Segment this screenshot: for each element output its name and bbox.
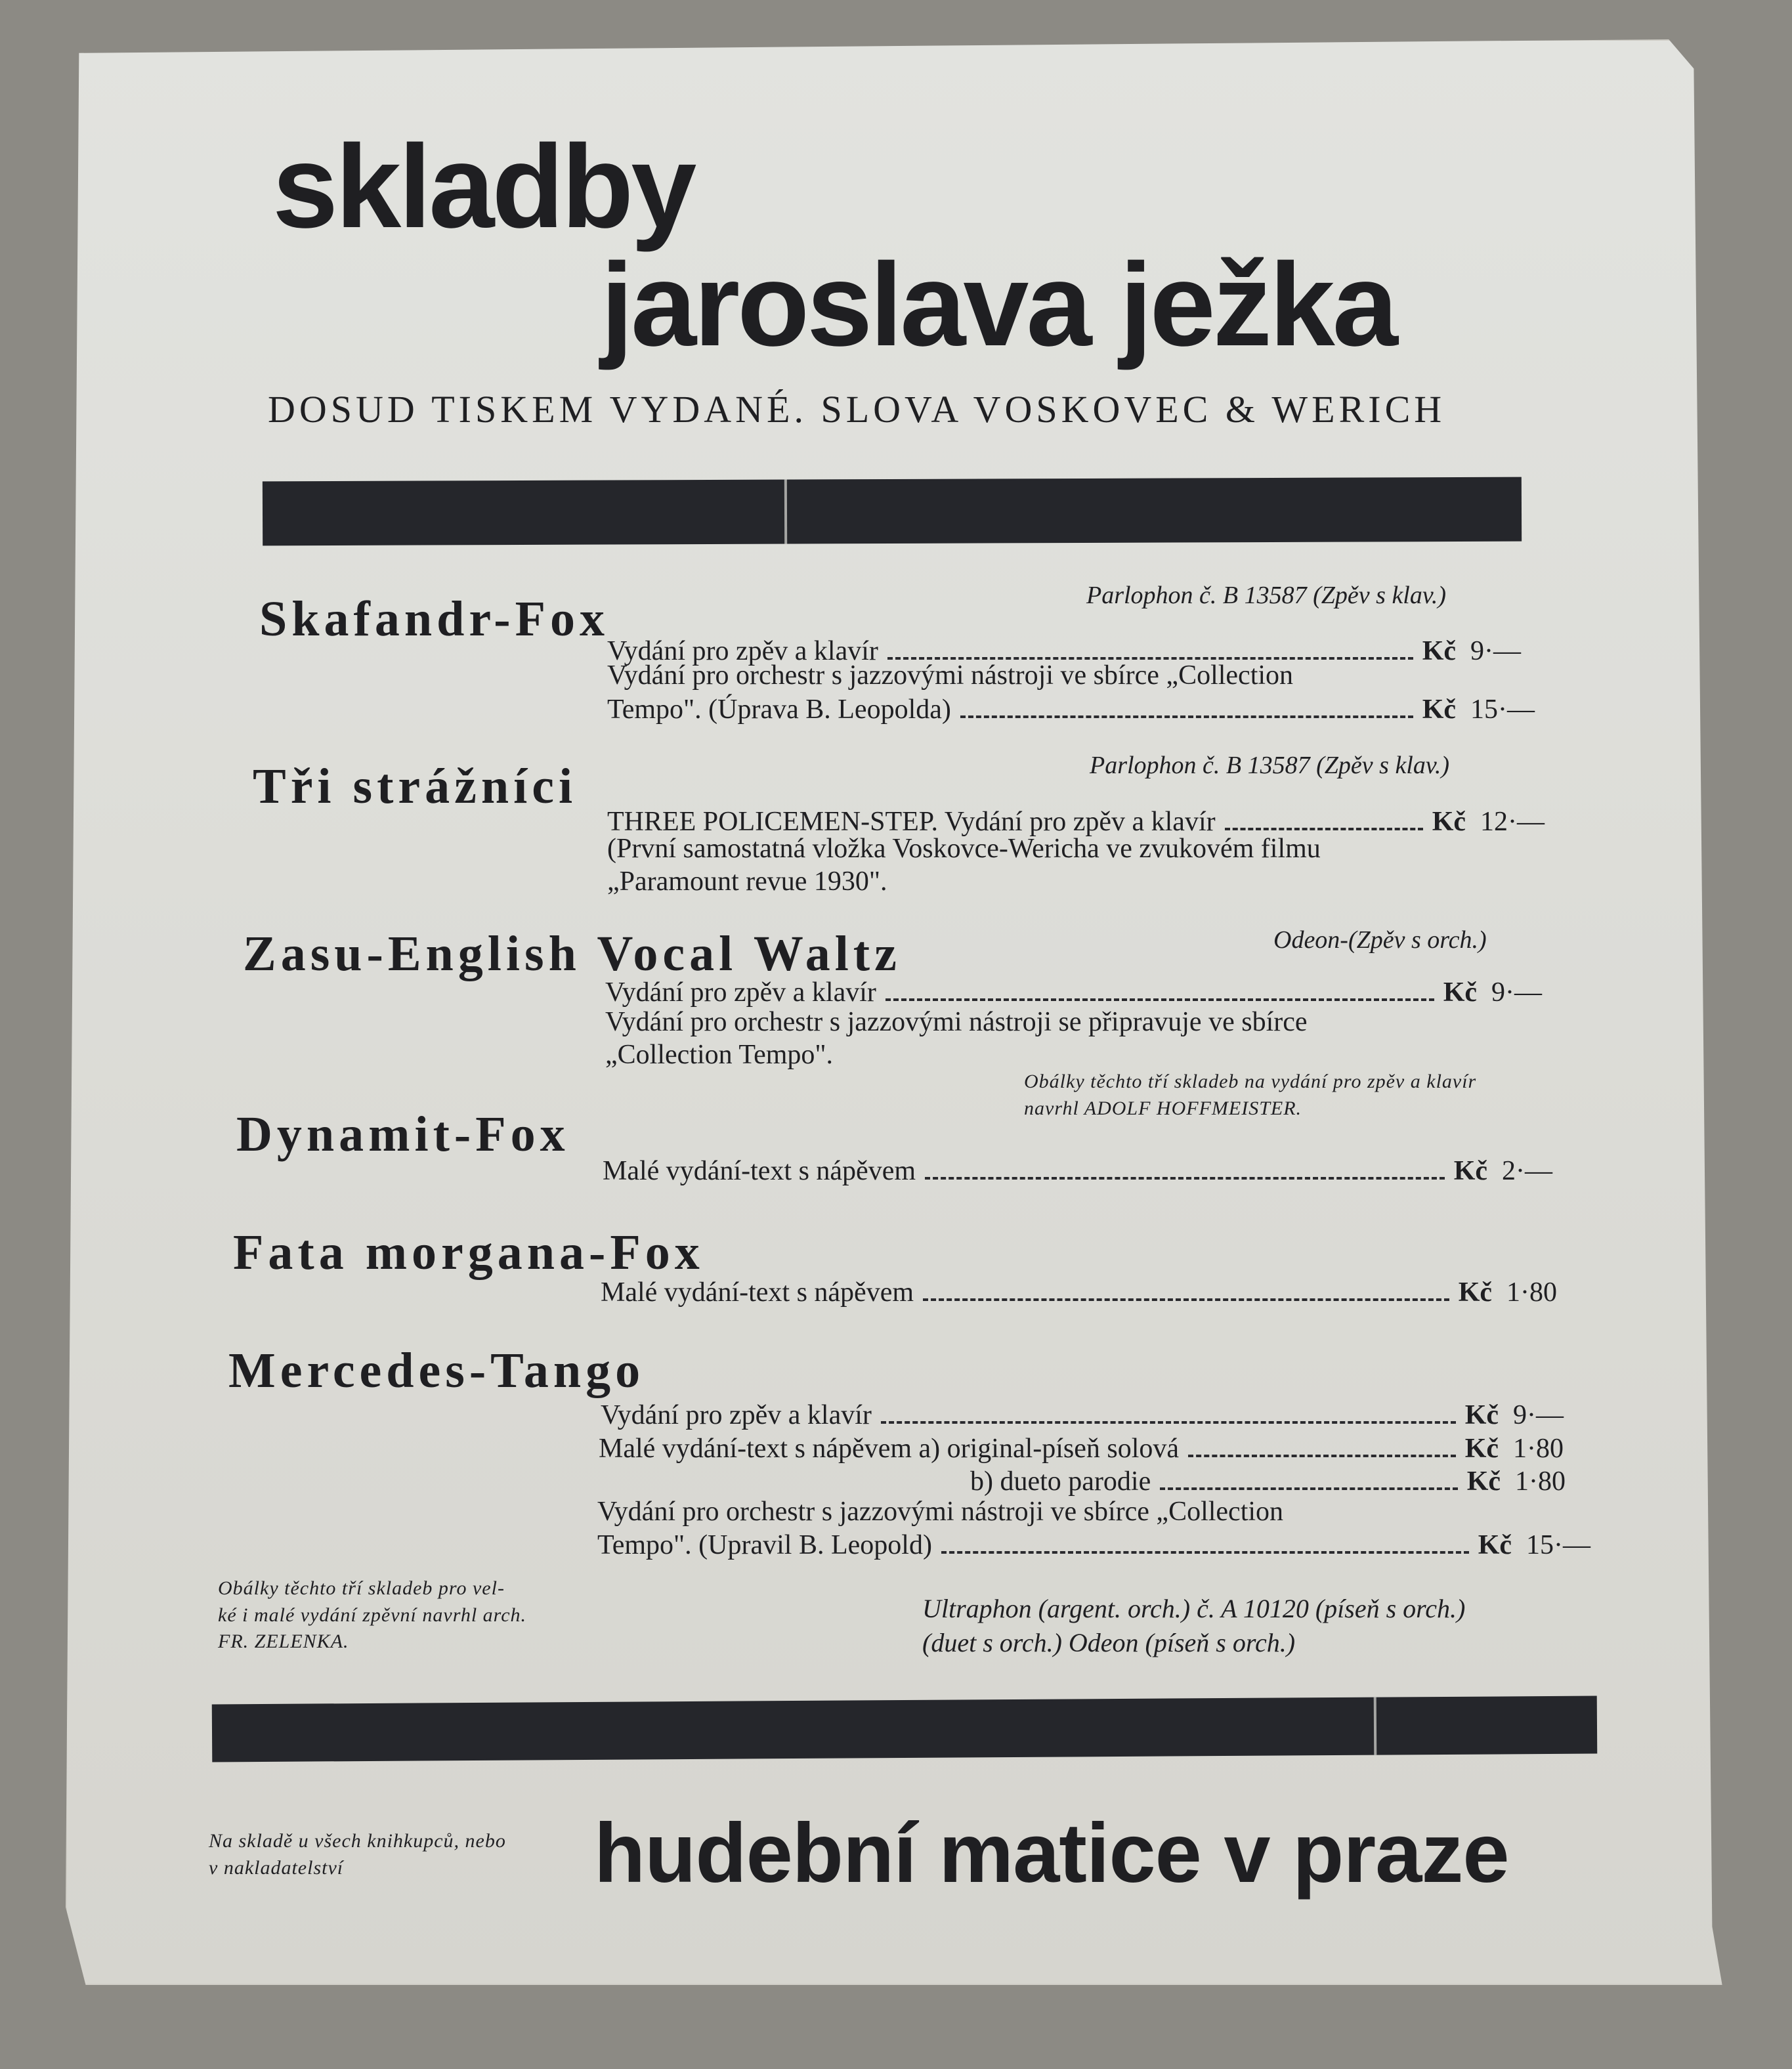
currency: Kč — [1453, 1156, 1487, 1186]
price-line-mercedes-4 — [597, 1529, 1590, 1561]
song-title-mercedes: Mercedes-Tango — [228, 1343, 645, 1398]
price: 9·— — [1491, 977, 1542, 1008]
price-desc: Malé vydání-text s nápěvem — [603, 1156, 916, 1186]
description-mercedes: Vydání pro orchestr s jazzovými nástroji ve sbírce „Collection — [597, 1497, 1284, 1527]
price-line-zasu — [605, 977, 1550, 1008]
price-desc: Vydání pro zpěv a klavír — [607, 636, 878, 666]
song-title-skafandr: Skafandr-Fox — [259, 591, 610, 647]
price: 15·— — [1470, 694, 1535, 725]
description-tri-straznici-2: „Paramount revue 1930". — [607, 866, 887, 897]
price: 1·80 — [1513, 1434, 1564, 1464]
price-line-fata-morgana — [601, 1277, 1566, 1308]
currency: Kč — [1464, 1400, 1499, 1430]
bottom-divider-bar — [212, 1696, 1597, 1762]
currency: Kč — [1458, 1277, 1492, 1308]
currency: Kč — [1466, 1466, 1501, 1497]
price: 12·— — [1480, 807, 1545, 837]
price-desc: Malé vydání-text s nápěvem — [601, 1277, 914, 1308]
price-desc: Vydání pro zpěv a klavír — [605, 977, 876, 1008]
currency: Kč — [1422, 694, 1456, 725]
currency: Kč — [1464, 1434, 1499, 1464]
price-line-tri-straznici — [607, 806, 1545, 838]
price: 1·80 — [1515, 1466, 1566, 1497]
currency: Kč — [1432, 807, 1466, 837]
price-desc: Tempo". (Upravil B. Leopold) — [597, 1530, 932, 1560]
record-info-zasu: Odeon-(Zpěv s orch.) — [1273, 926, 1487, 954]
footer-availability-note: Na skladě u všech knihkupců, nebo v nakladatelství — [209, 1830, 506, 1879]
price: 2·— — [1502, 1156, 1552, 1186]
title-line-2: jaroslava ježka — [601, 239, 1396, 371]
description-tri-straznici-1: (První samostatná vložka Voskovce-Wericha ve zvukovém filmu — [607, 834, 1321, 864]
record-info-mercedes: Ultraphon (argent. orch.) č. A 10120 (píseň s orch.) (duet s orch.) Odeon (píseň s orch.) — [922, 1594, 1466, 1657]
price-line-mercedes-3 — [970, 1466, 1574, 1497]
top-divider-bar — [263, 477, 1522, 546]
price: 9·— — [1470, 636, 1521, 666]
song-title-tri-straznici: Tři strážníci — [253, 759, 578, 814]
song-title-fata-morgana: Fata morgana-Fox — [233, 1225, 704, 1280]
price: 15·— — [1526, 1530, 1590, 1560]
description-skafandr: Vydání pro orchestr s jazzovými nástroji ve sbírce „Collection — [607, 660, 1294, 691]
price-line-skafandr-2 — [607, 694, 1535, 725]
price-desc: Malé vydání-text s nápěvem a) original-píseň solová — [599, 1434, 1180, 1464]
record-info-skafandr: Parlophon č. B 13587 (Zpěv s klav.) — [1086, 582, 1447, 609]
currency: Kč — [1443, 977, 1477, 1008]
record-info-tri-straznici: Parlophon č. B 13587 (Zpěv s klav.) — [1090, 752, 1450, 779]
description-zasu-2: „Collection Tempo". — [605, 1040, 834, 1070]
currency: Kč — [1422, 636, 1456, 666]
price: 9·— — [1513, 1400, 1564, 1430]
price-desc: Tempo". (Úprava B. Leopolda) — [607, 694, 951, 725]
price-desc: THREE POLICEMEN-STEP. Vydání pro zpěv a klavír — [607, 807, 1216, 837]
price-desc: b) dueto parodie — [970, 1466, 1151, 1497]
song-title-zasu: Zasu-English Vocal Waltz — [243, 926, 901, 981]
currency: Kč — [1478, 1530, 1512, 1560]
price-line-mercedes-1 — [601, 1399, 1572, 1431]
title-line-1: skladby — [272, 121, 694, 253]
subtitle: DOSUD TISKEM VYDANÉ. SLOVA VOSKOVEC & WERICH — [268, 388, 1446, 431]
price-desc: Vydání pro zpěv a klavír — [601, 1400, 872, 1430]
publisher-name: hudební matice v praze — [594, 1806, 1509, 1900]
cover-note-hoffmeister: Obálky těchto tří skladeb na vydání pro zpěv a klavír navrhl ADOLF HOFFMEISTER. — [1024, 1071, 1477, 1119]
price: 1·80 — [1506, 1277, 1557, 1308]
description-zasu-1: Vydání pro orchestr s jazzovými nástroji se připravuje ve sbírce — [605, 1007, 1308, 1037]
song-title-dynamit: Dynamit-Fox — [236, 1107, 570, 1162]
price-line-mercedes-2 — [599, 1433, 1572, 1464]
cover-note-zelenka: Obálky těchto tří skladeb pro vel- ké i malé vydání zpěvní navrhl arch. FR. ZELENKA. — [218, 1577, 527, 1652]
price-line-dynamit — [603, 1155, 1561, 1187]
